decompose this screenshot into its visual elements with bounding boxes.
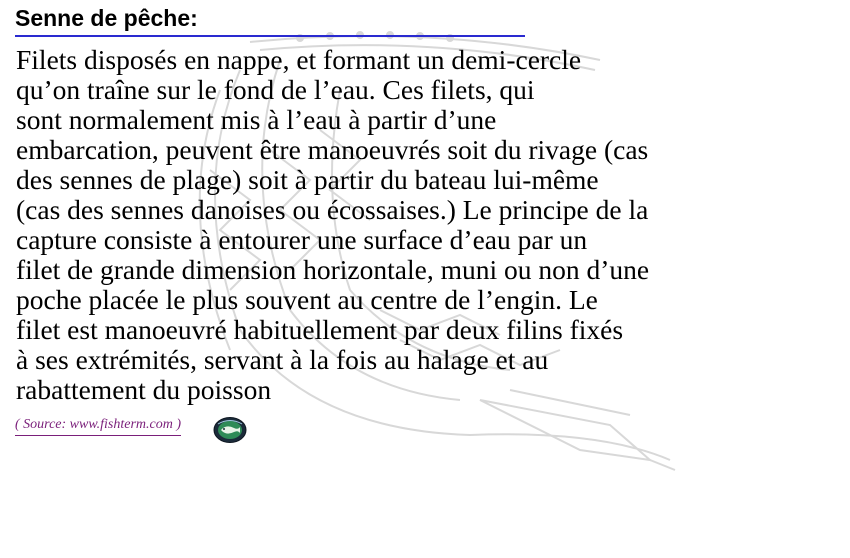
fishterm-logo-icon[interactable] (212, 416, 248, 444)
title-underline-rule (15, 35, 525, 37)
definition-line: capture consiste à entourer une surface d’eau par un (16, 224, 588, 255)
definition-line: rabattement du poisson (16, 374, 272, 405)
definition-line: filet est manoeuvré habituellement par deux filins fixés (16, 314, 624, 345)
definition-line: embarcation, peuvent être manoeuvrés soit du rivage (cas (16, 134, 649, 165)
entry-title: Senne de pêche: (15, 5, 198, 31)
definition-text (16, 45, 836, 405)
definition-line: à ses extrémités, servant à la fois au halage et au (16, 344, 549, 375)
source-link[interactable]: ( Source: www.fishterm.com ) (15, 416, 181, 436)
definition-line: poche placée le plus souvent au centre de l’engin. Le (16, 284, 598, 315)
definition-line: qu’on traîne sur le fond de l’eau. Ces filets, qui (16, 74, 535, 105)
definition-line: (cas des sennes danoises ou écossaises.) Le principe de la (16, 194, 649, 225)
definition-line: des sennes de plage) soit à partir du bateau lui-même (16, 164, 599, 195)
definition-line: sont normalement mis à l’eau à partir d’une (16, 104, 497, 135)
definition-line: filet de grande dimension horizontale, muni ou non d’une (16, 254, 650, 285)
definition-line: Filets disposés en nappe, et formant un demi-cercle (16, 44, 582, 75)
